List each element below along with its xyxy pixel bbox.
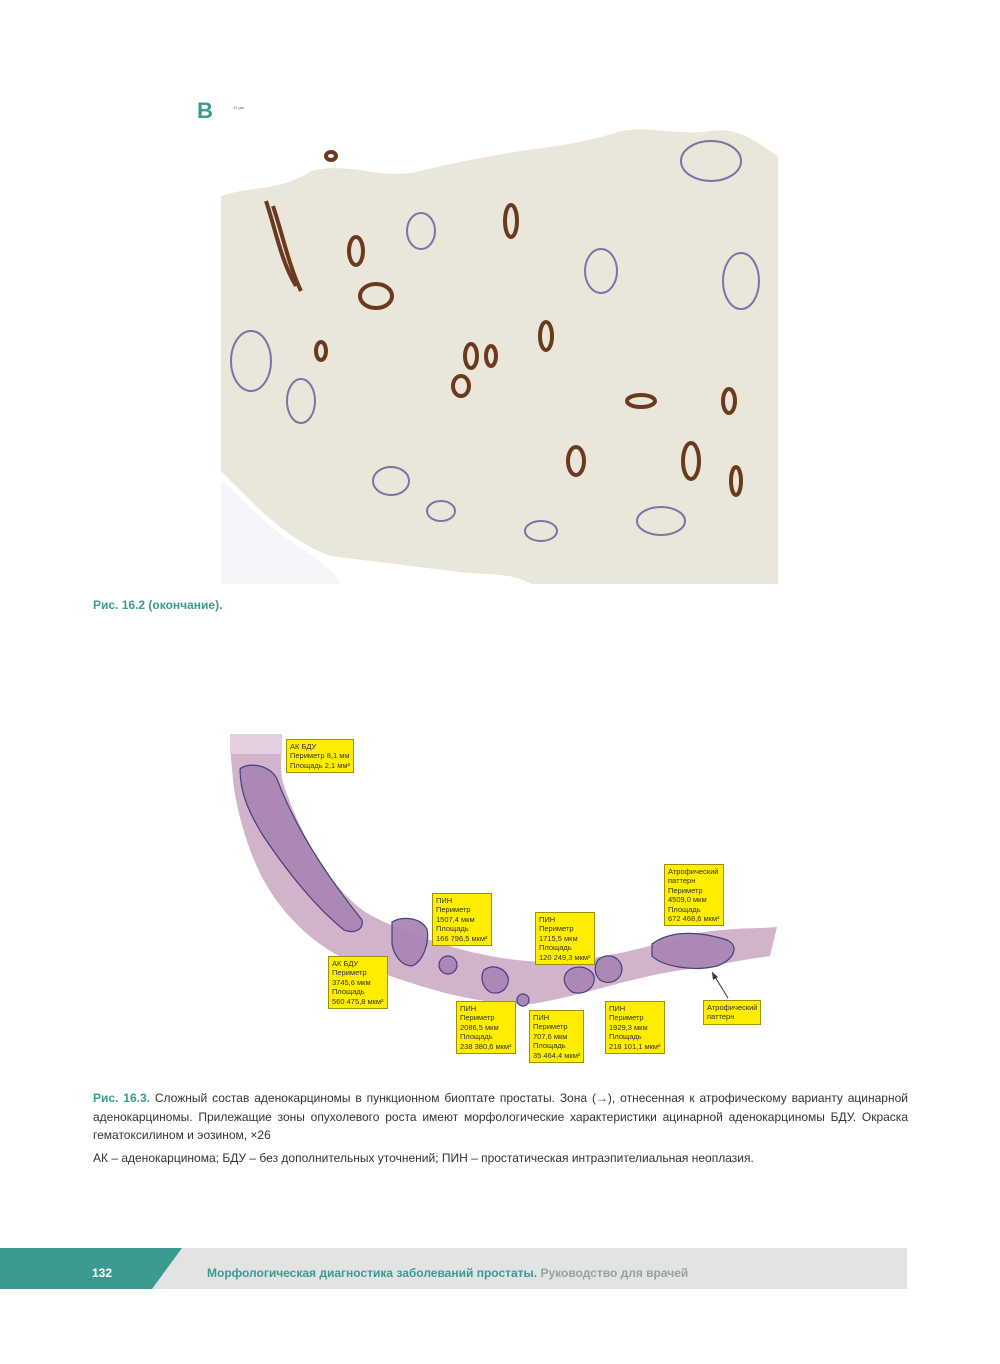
annotation-box: ПИН Периметр 2086,5 мкм Площадь 238 380,6 мкм² (456, 1001, 516, 1054)
annotation-box: ПИН Периметр 707,6 мкм Площадь 35 464,4 мкм² (529, 1010, 584, 1063)
scale-bar-label: 17 μm (233, 105, 245, 110)
panel-letter: В (197, 98, 213, 123)
running-title (207, 1266, 688, 1280)
caption-text: Сложный состав аденокарциномы в пункционном биоптате простаты. Зона (→), отнесенная к атрофическому варианту ацинарной аденокарциномы. Прилежащие зоны опухолевого роста имеют морфологические характеристики ацинарной аденокарциномы БДУ. Окраска гематоксилином и эозином, ×26 (93, 1091, 908, 1142)
ihc-micrograph (221, 101, 778, 584)
annotation-box: Атрофический паттерн (703, 1000, 761, 1025)
annotation-box: ПИН Периметр 1507,4 мкм Площадь 166 796,5 мкм² (432, 893, 492, 946)
abbreviations: АК – аденокарцинома; БДУ – без дополнительных уточнений; ПИН – простатическая интраэпителиальная неоплазия. (93, 1151, 754, 1165)
caption-label: Рис. 16.2 (окончание). (93, 598, 223, 612)
figure-16-3-caption (93, 1089, 908, 1145)
annotation-box: Атрофический паттерн Периметр 4509,0 мкм Площадь 672 468,6 мкм² (664, 864, 724, 926)
caption-label: Рис. 16.3. (93, 1091, 150, 1105)
running-title-main: Морфологическая диагностика заболеваний простаты. (207, 1266, 538, 1280)
annotation-box: АК БДУ Периметр 8,1 мм Площадь 2,1 мм² (286, 739, 354, 773)
page-number: 132 (92, 1266, 113, 1280)
figure-16-2-caption (93, 598, 222, 612)
annotation-box: ПИН Периметр 1715,5 мкм Площадь 120 249,3 мкм² (535, 912, 595, 965)
annotation-box: ПИН Периметр 1929,3 мкм Площадь 218 101,1 мкм² (605, 1001, 665, 1054)
annotation-box: АК БДУ Периметр 3745,6 мкм Площадь 560 475,8 мкм² (328, 956, 388, 1009)
running-title-sub: Руководство для врачей (540, 1266, 689, 1280)
